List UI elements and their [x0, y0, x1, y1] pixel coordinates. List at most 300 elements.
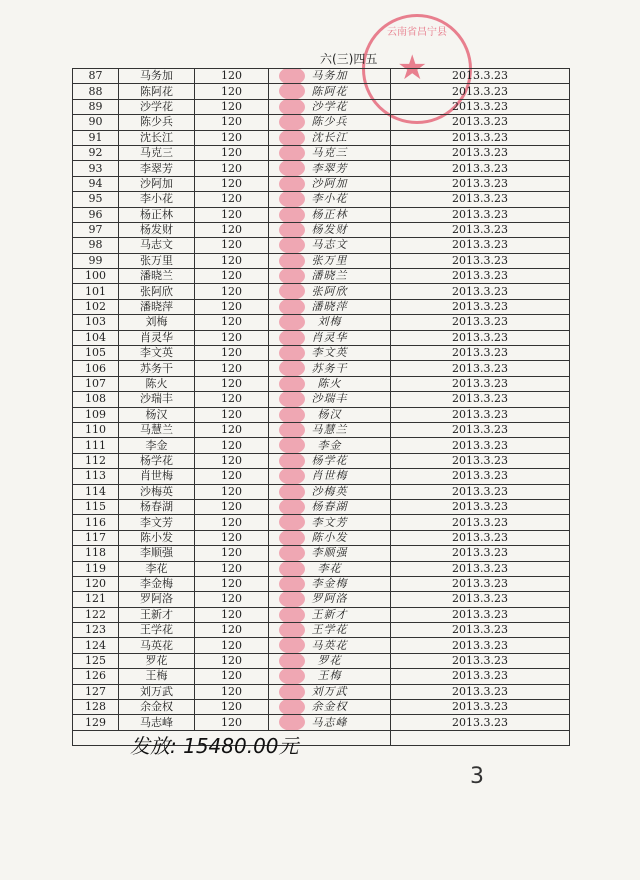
- amount: 120: [195, 238, 269, 253]
- recipient-name: 杨汉: [119, 407, 195, 422]
- row-number: 94: [73, 176, 119, 191]
- thumbprint: [279, 207, 305, 222]
- row-number: 102: [73, 299, 119, 314]
- signature: [269, 145, 391, 160]
- recipient-name: 刘万武: [119, 684, 195, 699]
- recipient-name: 李花: [119, 561, 195, 576]
- signature-text: 王学花: [311, 623, 348, 637]
- amount: 120: [195, 392, 269, 407]
- amount: 120: [195, 361, 269, 376]
- recipient-name: 杨学花: [119, 453, 195, 468]
- recipient-name: 马志峰: [119, 715, 195, 730]
- row-number: 90: [73, 115, 119, 130]
- thumbprint: [279, 561, 305, 576]
- signature: [269, 299, 391, 314]
- thumbprint: [279, 330, 305, 345]
- signature: [269, 222, 391, 237]
- recipient-name: 陈小发: [119, 530, 195, 545]
- amount: 120: [195, 145, 269, 160]
- row-number: 109: [73, 407, 119, 422]
- row-number: 91: [73, 130, 119, 145]
- amount: 120: [195, 499, 269, 514]
- recipient-name: 王学花: [119, 623, 195, 638]
- date: 2013.3.23: [391, 253, 570, 268]
- amount: 120: [195, 515, 269, 530]
- amount: 120: [195, 469, 269, 484]
- table-row: [73, 346, 570, 361]
- recipient-name: 杨春湖: [119, 499, 195, 514]
- table-row: [73, 315, 570, 330]
- recipient-name: 刘梅: [119, 315, 195, 330]
- amount: 120: [195, 623, 269, 638]
- row-number: 115: [73, 499, 119, 514]
- recipient-name: 马克三: [119, 145, 195, 160]
- recipient-name: 陈火: [119, 376, 195, 391]
- signature-text: 李小花: [311, 192, 348, 206]
- date: 2013.3.23: [391, 376, 570, 391]
- signature: [269, 653, 391, 668]
- signature: [269, 515, 391, 530]
- signature: [269, 130, 391, 145]
- thumbprint: [279, 99, 305, 114]
- table-row: [73, 69, 570, 84]
- recipient-name: 李文英: [119, 346, 195, 361]
- signature: [269, 638, 391, 653]
- row-number: 89: [73, 99, 119, 114]
- row-number: 125: [73, 653, 119, 668]
- signature-text: 沙阿加: [311, 176, 348, 190]
- row-number: 104: [73, 330, 119, 345]
- amount: 120: [195, 453, 269, 468]
- row-number: 110: [73, 422, 119, 437]
- signature-text: 李花: [317, 561, 342, 575]
- signature-text: 沙梅英: [311, 484, 348, 498]
- amount: 120: [195, 176, 269, 191]
- signature: [269, 253, 391, 268]
- thumbprint: [279, 238, 305, 253]
- row-number: 119: [73, 561, 119, 576]
- signature-text: 陈少兵: [311, 115, 348, 129]
- table-row: [73, 715, 570, 730]
- table-row: [73, 253, 570, 268]
- recipient-name: 李文芳: [119, 515, 195, 530]
- recipient-name: 余金权: [119, 700, 195, 715]
- table-row: [73, 269, 570, 284]
- amount: 120: [195, 700, 269, 715]
- signature-text: 马志文: [311, 238, 348, 252]
- signature-text: 刘梅: [317, 315, 342, 329]
- row-number: 112: [73, 453, 119, 468]
- table-row: [73, 330, 570, 345]
- signature: [269, 438, 391, 453]
- amount: 120: [195, 422, 269, 437]
- thumbprint: [279, 484, 305, 499]
- amount: 120: [195, 607, 269, 622]
- date: 2013.3.23: [391, 700, 570, 715]
- amount: 120: [195, 669, 269, 684]
- signature-text: 陈火: [317, 377, 342, 390]
- signature-text: 李翠芳: [311, 161, 348, 175]
- table-row: [73, 669, 570, 684]
- seal-star-icon: ★: [397, 48, 428, 88]
- thumbprint: [279, 669, 305, 684]
- row-number: 117: [73, 530, 119, 545]
- amount: 120: [195, 346, 269, 361]
- recipient-name: 李金梅: [119, 576, 195, 591]
- date: 2013.3.23: [391, 546, 570, 561]
- amount: 120: [195, 653, 269, 668]
- signature: [269, 623, 391, 638]
- amount: 120: [195, 592, 269, 607]
- signature-text: 李文芳: [311, 515, 348, 529]
- signature: [269, 115, 391, 130]
- date: 2013.3.23: [391, 315, 570, 330]
- signature: [269, 469, 391, 484]
- table-row: [73, 284, 570, 299]
- thumbprint: [279, 315, 305, 330]
- signature-text: 王梅: [317, 669, 342, 683]
- row-number: 100: [73, 269, 119, 284]
- row-number: 101: [73, 284, 119, 299]
- recipient-name: 杨发财: [119, 222, 195, 237]
- recipient-name: 罗花: [119, 653, 195, 668]
- signature: [269, 607, 391, 622]
- signature: [269, 238, 391, 253]
- signature-text: 潘晓兰: [311, 269, 348, 283]
- date: 2013.3.23: [391, 222, 570, 237]
- signature-text: 马志峰: [311, 715, 348, 729]
- table-row: [73, 407, 570, 422]
- thumbprint: [279, 115, 305, 130]
- signature-text: 李金: [317, 438, 342, 452]
- table-row: [73, 130, 570, 145]
- table-row: [73, 145, 570, 160]
- table-row: [73, 161, 570, 176]
- date: 2013.3.23: [391, 684, 570, 699]
- row-number: 118: [73, 546, 119, 561]
- table-row: [73, 84, 570, 99]
- recipient-name: 肖世梅: [119, 469, 195, 484]
- signature: [269, 84, 391, 99]
- amount: 120: [195, 84, 269, 99]
- amount: 120: [195, 269, 269, 284]
- date: 2013.3.23: [391, 346, 570, 361]
- amount: 120: [195, 161, 269, 176]
- date: 2013.3.23: [391, 299, 570, 314]
- signature: [269, 592, 391, 607]
- recipient-name: 李小花: [119, 192, 195, 207]
- signature: [269, 669, 391, 684]
- amount: 120: [195, 299, 269, 314]
- row-number: 123: [73, 623, 119, 638]
- recipient-name: 沈长江: [119, 130, 195, 145]
- total-amount-handwritten: 发放: 15480.00元: [130, 734, 299, 758]
- date: 2013.3.23: [391, 69, 570, 84]
- thumbprint: [279, 376, 305, 391]
- date: 2013.3.23: [391, 623, 570, 638]
- table-row: [73, 623, 570, 638]
- signature-text: 沈长江: [311, 130, 348, 144]
- date: 2013.3.23: [391, 407, 570, 422]
- date: 2013.3.23: [391, 592, 570, 607]
- thumbprint: [279, 392, 305, 407]
- amount: 120: [195, 530, 269, 545]
- signature-text: 潘晓萍: [311, 300, 348, 314]
- recipient-name: 王新才: [119, 607, 195, 622]
- thumbprint: [279, 284, 305, 299]
- amount: 120: [195, 561, 269, 576]
- roster-body: [73, 69, 570, 746]
- date: 2013.3.23: [391, 130, 570, 145]
- recipient-name: 李顺强: [119, 546, 195, 561]
- amount: 120: [195, 315, 269, 330]
- table-row: [73, 638, 570, 653]
- amount: 120: [195, 546, 269, 561]
- thumbprint: [279, 84, 305, 99]
- thumbprint: [279, 407, 305, 422]
- date: 2013.3.23: [391, 453, 570, 468]
- signature-text: 肖灵华: [311, 330, 348, 344]
- row-number: 129: [73, 715, 119, 730]
- amount: 120: [195, 407, 269, 422]
- empty-cell: [391, 730, 570, 745]
- signature-text: 沙学花: [311, 99, 348, 113]
- row-number: 95: [73, 192, 119, 207]
- table-row: [73, 499, 570, 514]
- row-number: 116: [73, 515, 119, 530]
- signature: [269, 346, 391, 361]
- table-row: [73, 561, 570, 576]
- date: 2013.3.23: [391, 269, 570, 284]
- date: 2013.3.23: [391, 161, 570, 176]
- recipient-name: 马志文: [119, 238, 195, 253]
- amount: 120: [195, 438, 269, 453]
- thumbprint: [279, 715, 305, 730]
- signature-text: 罗阿洛: [311, 592, 348, 606]
- thumbprint: [279, 607, 305, 622]
- table-row: [73, 453, 570, 468]
- signature-text: 马克三: [311, 146, 348, 160]
- recipient-name: 苏务干: [119, 361, 195, 376]
- table-row: [73, 530, 570, 545]
- thumbprint: [279, 269, 305, 284]
- row-number: 120: [73, 576, 119, 591]
- signature-text: 肖世梅: [311, 469, 348, 483]
- signature: [269, 407, 391, 422]
- table-row: [73, 576, 570, 591]
- signature: [269, 269, 391, 284]
- amount: 120: [195, 115, 269, 130]
- row-number: 103: [73, 315, 119, 330]
- amount: 120: [195, 376, 269, 391]
- thumbprint: [279, 299, 305, 314]
- amount: 120: [195, 222, 269, 237]
- thumbprint: [279, 145, 305, 160]
- table-row: [73, 392, 570, 407]
- date: 2013.3.23: [391, 238, 570, 253]
- seal-text: 云南省昌宁县: [387, 27, 447, 38]
- signature: [269, 330, 391, 345]
- date: 2013.3.23: [391, 530, 570, 545]
- signature-text: 李金梅: [311, 577, 348, 591]
- date: 2013.3.23: [391, 638, 570, 653]
- signature: [269, 576, 391, 591]
- table-row: [73, 700, 570, 715]
- thumbprint: [279, 422, 305, 437]
- date: 2013.3.23: [391, 484, 570, 499]
- date: 2013.3.23: [391, 469, 570, 484]
- thumbprint: [279, 453, 305, 468]
- signature: [269, 392, 391, 407]
- amount: 120: [195, 99, 269, 114]
- recipient-name: 罗阿洛: [119, 592, 195, 607]
- recipient-name: 肖灵华: [119, 330, 195, 345]
- recipient-name: 马慧兰: [119, 422, 195, 437]
- date: 2013.3.23: [391, 145, 570, 160]
- signature-text: 王新才: [311, 607, 348, 621]
- thumbprint: [279, 253, 305, 268]
- table-row: [73, 653, 570, 668]
- thumbprint: [279, 130, 305, 145]
- thumbprint: [279, 638, 305, 653]
- recipient-name: 沙学花: [119, 99, 195, 114]
- table-row: [73, 438, 570, 453]
- signature: [269, 192, 391, 207]
- table-row: [73, 484, 570, 499]
- signature: [269, 453, 391, 468]
- signature: [269, 684, 391, 699]
- row-number: 121: [73, 592, 119, 607]
- signature-text: 杨正林: [311, 207, 348, 221]
- thumbprint: [279, 222, 305, 237]
- amount: 120: [195, 330, 269, 345]
- amount: 120: [195, 638, 269, 653]
- row-number: 106: [73, 361, 119, 376]
- signature-text: 陈小发: [311, 530, 348, 544]
- date: 2013.3.23: [391, 99, 570, 114]
- date: 2013.3.23: [391, 438, 570, 453]
- signature-text: 沙瑞丰: [311, 392, 348, 406]
- amount: 120: [195, 253, 269, 268]
- row-number: 107: [73, 376, 119, 391]
- table-row: [73, 238, 570, 253]
- row-number: 111: [73, 438, 119, 453]
- recipient-name: 李金: [119, 438, 195, 453]
- table-row: [73, 469, 570, 484]
- table-row: [73, 115, 570, 130]
- table-row: [73, 299, 570, 314]
- amount: 120: [195, 484, 269, 499]
- amount: 120: [195, 284, 269, 299]
- amount: 120: [195, 207, 269, 222]
- row-number: 87: [73, 69, 119, 84]
- signature-text: 杨汉: [317, 407, 342, 421]
- table-row: [73, 99, 570, 114]
- recipient-name: 沙梅英: [119, 484, 195, 499]
- signature: [269, 207, 391, 222]
- signature-text: 刘万武: [311, 684, 348, 698]
- table-row: [73, 192, 570, 207]
- signature: [269, 561, 391, 576]
- table-row: [73, 207, 570, 222]
- date: 2013.3.23: [391, 607, 570, 622]
- thumbprint: [279, 546, 305, 561]
- table-row: [73, 592, 570, 607]
- signature-text: 罗花: [317, 654, 342, 668]
- signature-text: 张阿欣: [311, 284, 348, 298]
- date: 2013.3.23: [391, 669, 570, 684]
- row-number: 92: [73, 145, 119, 160]
- thumbprint: [279, 499, 305, 514]
- amount: 120: [195, 130, 269, 145]
- signature: [269, 376, 391, 391]
- thumbprint: [279, 592, 305, 607]
- date: 2013.3.23: [391, 176, 570, 191]
- thumbprint: [279, 176, 305, 191]
- date: 2013.3.23: [391, 392, 570, 407]
- row-number: 127: [73, 684, 119, 699]
- row-number: 99: [73, 253, 119, 268]
- signature-text: 马务加: [311, 69, 348, 83]
- row-number: 113: [73, 469, 119, 484]
- recipient-name: 沙阿加: [119, 176, 195, 191]
- date: 2013.3.23: [391, 561, 570, 576]
- date: 2013.3.23: [391, 207, 570, 222]
- date: 2013.3.23: [391, 653, 570, 668]
- row-number: 122: [73, 607, 119, 622]
- signature: [269, 422, 391, 437]
- table-row: [73, 361, 570, 376]
- signature-text: 杨春湖: [311, 500, 348, 514]
- signature: [269, 69, 391, 84]
- date: 2013.3.23: [391, 330, 570, 345]
- amount: 120: [195, 69, 269, 84]
- date: 2013.3.23: [391, 284, 570, 299]
- signature-text: 李顺强: [311, 546, 348, 560]
- row-number: 93: [73, 161, 119, 176]
- thumbprint: [279, 700, 305, 715]
- date: 2013.3.23: [391, 84, 570, 99]
- signature: [269, 499, 391, 514]
- recipient-name: 马英花: [119, 638, 195, 653]
- thumbprint: [279, 361, 305, 376]
- recipient-name: 潘晓萍: [119, 299, 195, 314]
- table-row: [73, 546, 570, 561]
- recipient-name: 陈阿花: [119, 84, 195, 99]
- signature: [269, 546, 391, 561]
- recipient-name: 沙瑞丰: [119, 392, 195, 407]
- thumbprint: [279, 69, 305, 84]
- signature-text: 苏务干: [311, 361, 348, 375]
- signature: [269, 361, 391, 376]
- signature-text: 张万里: [311, 253, 348, 267]
- thumbprint: [279, 653, 305, 668]
- table-row: [73, 607, 570, 622]
- date: 2013.3.23: [391, 576, 570, 591]
- signature-text: 马英花: [311, 638, 348, 652]
- recipient-name: 杨正林: [119, 207, 195, 222]
- signature: [269, 715, 391, 730]
- signature: [269, 176, 391, 191]
- date: 2013.3.23: [391, 115, 570, 130]
- recipient-name: 王梅: [119, 669, 195, 684]
- thumbprint: [279, 192, 305, 207]
- table-row: [73, 222, 570, 237]
- table-row: [73, 376, 570, 391]
- row-number: 128: [73, 700, 119, 715]
- signature: [269, 700, 391, 715]
- signature-text: 余金权: [311, 700, 348, 714]
